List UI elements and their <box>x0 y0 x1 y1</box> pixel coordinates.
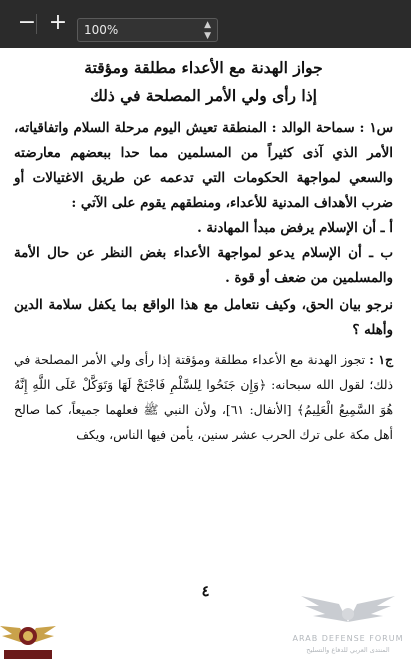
forum-badge <box>0 612 56 664</box>
winged-badge-icon <box>0 612 56 664</box>
document-page <box>0 48 411 664</box>
answer-label: ج١ : <box>369 352 393 367</box>
viewer-toolbar <box>0 0 411 48</box>
answer-paragraph <box>14 347 393 447</box>
question-request: نرجو بيان الحق، وكيف نتعامل مع هذا الواقع بما يكفل سلامة الدين وأهله ؟ <box>14 297 393 338</box>
question-item-b: ب ـ أن الإسلام يدعو لمواجهة الأعداء بغض النظر عن حال الأمة والمسلمين من ضعف أو قوة . <box>14 245 393 286</box>
zoom-out-button[interactable]: − <box>17 10 37 35</box>
zoom-select[interactable] <box>77 18 218 42</box>
page-title-line2: إذا رأى ولي الأمر المصلحة في ذلك <box>90 86 317 105</box>
toolbar-separator <box>36 14 37 34</box>
zoom-value: 100% <box>84 23 119 37</box>
question-paragraph: س١ : سماحة الوالد : المنطقة تعيش اليوم مرحلة السلام واتفاقياته، الأمر الذي آذى كثيراً من المسلمين مما حدا ببعضهم معارضته والسعي لمواجهة الحكومات التي تدعمه عن طريق الاغتيالات أو ضرب الأهداف المدنية للأعداء، ومنطقهم يقوم على الآتي : <box>14 120 393 211</box>
watermark-title: ARAB DEFENSE FORUM <box>292 634 404 643</box>
eagle-wings-icon <box>299 594 397 624</box>
question-item-a: أ ـ أن الإسلام يرفض مبدأ المهادنة . <box>197 220 393 236</box>
page-title-line1: جواز الهدنة مع الأعداء مطلقة ومؤقتة <box>84 58 323 77</box>
page-number: ٤ <box>201 582 210 600</box>
watermark-logo <box>289 594 407 662</box>
zoom-in-button[interactable]: + <box>48 10 68 35</box>
watermark-subtitle: المنتدى العربي للدفاع والتسليح <box>306 646 390 654</box>
chevron-updown-icon: ▲ ▼ <box>204 20 211 41</box>
answer-text: تجوز الهدنة مع الأعداء مطلقة ومؤقتة إذا رأى ولي الأمر المصلحة في ذلك؛ لقول الله سبحانه: ﴿وَإِن جَنَحُوا لِلسَّلْمِ فَاجْنَحْ لَهَا وَتَوَكَّلْ عَلَى اللَّهِ إِنَّهُ هُوَ السَّمِيعُ الْعَلِيمُ﴾ [الأنفال: ٦١]، ولأن النبي ﷺ فعلهما جميعاً، كما صالح أهل مكة على ترك الحرب عشر سنين، يأمن فيها الناس، ويكف <box>14 352 393 442</box>
